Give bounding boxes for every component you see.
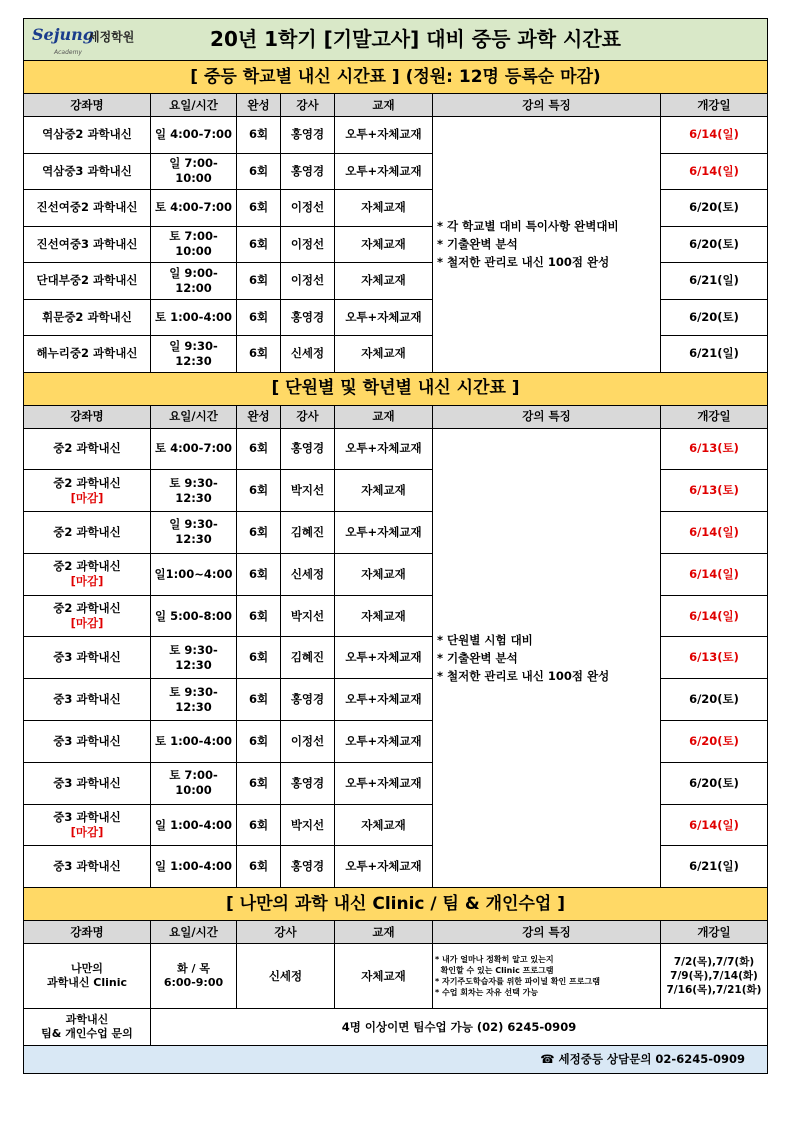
- col-header: 완성: [237, 94, 281, 117]
- table-row: [24, 117, 768, 154]
- start-date-cell: 6/13(토): [661, 470, 768, 512]
- start-date-cell: 6/14(일): [661, 512, 768, 554]
- teacher-cell: 이정선: [281, 263, 335, 300]
- course-name-cell: [24, 117, 151, 154]
- course-name: 중3 과학내신: [53, 810, 121, 825]
- course-name-cell: [24, 637, 151, 679]
- time-cell: 일 1:00-4:00: [151, 846, 237, 888]
- time-cell: 일 4:00-7:00: [151, 117, 237, 154]
- time-cell: 토 7:00-10:00: [151, 226, 237, 263]
- teacher-cell: 홍영경: [281, 153, 335, 190]
- section3-title: [ 나만의 과학 내신 Clinic / 팀 & 개인수업 ]: [24, 888, 768, 921]
- footer-row: [24, 1046, 768, 1074]
- course-name-cell: [24, 470, 151, 512]
- sessions-cell: 6회: [237, 804, 281, 846]
- time-cell: 토 7:00-10:00: [151, 762, 237, 804]
- book-cell: 자체교재: [335, 804, 433, 846]
- course-name: 중2 과학내신: [53, 559, 121, 574]
- start-date-cell: 6/13(토): [661, 637, 768, 679]
- book-cell: 오투+자체교재: [335, 637, 433, 679]
- book-cell: 자체교재: [335, 190, 433, 227]
- col-header: 교재: [335, 405, 433, 428]
- col-header: 강사: [281, 405, 335, 428]
- time-cell: 일 9:00-12:00: [151, 263, 237, 300]
- sessions-cell: 6회: [237, 153, 281, 190]
- feature-line: * 기출완벽 분석: [437, 650, 518, 665]
- section1-title: [ 중등 학교별 내신 시간표 ] (정원: 12명 등록순 마감): [24, 61, 768, 94]
- table-row: [24, 428, 768, 470]
- col-header: 강좌명: [24, 921, 151, 944]
- section2-body: [24, 428, 768, 888]
- course-name-cell: [24, 846, 151, 888]
- inquiry-label-line: 팀& 개인수업 문의: [41, 1027, 133, 1041]
- book-cell: 자체교재: [335, 336, 433, 373]
- course-name-cell: [24, 553, 151, 595]
- feature-line: * 각 학교별 대비 특이사항 완벽대비: [437, 219, 619, 234]
- course-name-cell: [24, 721, 151, 763]
- feature-line: * 단원별 시험 대비: [437, 632, 533, 647]
- col-header: 강의 특징: [433, 405, 661, 428]
- course-name: 역삼중3 과학내신: [42, 163, 132, 178]
- sessions-cell: 6회: [237, 512, 281, 554]
- closed-badge: [마감]: [70, 825, 104, 840]
- teacher-cell: 홍영경: [281, 299, 335, 336]
- clinic-date-line: 7/9(목),7/14(화): [670, 970, 758, 983]
- book-cell: 자체교재: [335, 553, 433, 595]
- sessions-cell: 6회: [237, 637, 281, 679]
- timetable: [23, 18, 768, 1074]
- course-name: 중2 과학내신: [53, 601, 121, 616]
- sejung-logo: [32, 25, 136, 55]
- course-name: 중3 과학내신: [53, 733, 121, 748]
- teacher-cell: 이정선: [281, 721, 335, 763]
- course-name-cell: [24, 153, 151, 190]
- start-date-cell: 6/14(일): [661, 804, 768, 846]
- col-header: 완성: [237, 405, 281, 428]
- time-cell: 일1:00~4:00: [151, 553, 237, 595]
- col-header: 요일/시간: [151, 405, 237, 428]
- col-header: 강의 특징: [433, 94, 661, 117]
- sessions-cell: 6회: [237, 299, 281, 336]
- course-name: 해누리중2 과학내신: [36, 346, 138, 361]
- features-cell: [433, 117, 661, 373]
- start-date-cell: 6/14(일): [661, 117, 768, 154]
- closed-badge: [마감]: [70, 574, 104, 589]
- clinic-book: 자체교재: [335, 944, 433, 1009]
- clinic-feature-line: * 내가 얼마나 정확히 알고 있는지: [435, 955, 554, 965]
- timetable-sheet: [23, 18, 767, 1074]
- col-header: 강좌명: [24, 405, 151, 428]
- feature-line: * 철저한 관리로 내신 100점 완성: [437, 668, 610, 683]
- book-cell: 오투+자체교재: [335, 299, 433, 336]
- time-cell: 일 9:30-12:30: [151, 336, 237, 373]
- clinic-date-line: 7/16(목),7/21(화): [666, 984, 762, 997]
- sessions-cell: 6회: [237, 679, 281, 721]
- clinic-course-line: 나만의: [71, 962, 103, 976]
- book-cell: 오투+자체교재: [335, 512, 433, 554]
- section2-title: [ 단원별 및 학년별 내신 시간표 ]: [24, 372, 768, 405]
- title-cell: [24, 19, 768, 61]
- footer-text: 세정중등 상담문의 02-6245-0909: [558, 1052, 745, 1067]
- logo-text-ko: 세정학원: [88, 30, 135, 44]
- sessions-cell: 6회: [237, 470, 281, 512]
- clinic-time: [151, 944, 237, 1009]
- col-header: 강사: [237, 921, 335, 944]
- clinic-feature-line: 확인할 수 있는 Clinic 프로그램: [435, 966, 554, 976]
- time-cell: 토 1:00-4:00: [151, 721, 237, 763]
- time-cell: 일 9:30-12:30: [151, 512, 237, 554]
- clinic-time-line: 6:00-9:00: [163, 976, 224, 990]
- time-cell: 토 9:30-12:30: [151, 637, 237, 679]
- course-name: 단대부중2 과학내신: [36, 273, 138, 288]
- sessions-cell: 6회: [237, 428, 281, 470]
- inquiry-label-line: 과학내신: [65, 1013, 109, 1027]
- book-cell: 오투+자체교재: [335, 721, 433, 763]
- col-header: 개강일: [661, 921, 768, 944]
- time-cell: 토 4:00-7:00: [151, 190, 237, 227]
- col-header: 강좌명: [24, 94, 151, 117]
- teacher-cell: 박지선: [281, 804, 335, 846]
- teacher-cell: 박지선: [281, 595, 335, 637]
- col-header: 강사: [281, 94, 335, 117]
- section1-body: [24, 117, 768, 373]
- course-name-cell: [24, 804, 151, 846]
- teacher-cell: 홍영경: [281, 846, 335, 888]
- clinic-feature-line: * 자기주도학습자를 위한 파이널 확인 프로그램: [435, 977, 600, 987]
- book-cell: 오투+자체교재: [335, 428, 433, 470]
- course-name-cell: [24, 762, 151, 804]
- teacher-cell: 홍영경: [281, 762, 335, 804]
- sessions-cell: 6회: [237, 190, 281, 227]
- course-name-cell: [24, 263, 151, 300]
- col-header: 교재: [335, 921, 433, 944]
- course-name-cell: [24, 428, 151, 470]
- course-name: 중3 과학내신: [53, 650, 121, 665]
- course-name: 중2 과학내신: [53, 524, 121, 539]
- start-date-cell: 6/20(토): [661, 721, 768, 763]
- closed-badge: [마감]: [70, 490, 104, 505]
- section1-header-row: [24, 94, 768, 117]
- teacher-cell: 박지선: [281, 470, 335, 512]
- clinic-dates: [661, 944, 768, 1009]
- col-header: 개강일: [661, 405, 768, 428]
- sessions-cell: 6회: [237, 595, 281, 637]
- course-name: 중3 과학내신: [53, 775, 121, 790]
- course-name-cell: [24, 190, 151, 227]
- book-cell: 오투+자체교재: [335, 679, 433, 721]
- logo-text-en: Sejung: [32, 25, 94, 44]
- col-header: 요일/시간: [151, 921, 237, 944]
- feature-line: * 철저한 관리로 내신 100점 완성: [437, 255, 610, 270]
- col-header: 개강일: [661, 94, 768, 117]
- page-title: 20년 1학기 [기말고사] 대비 중등 과학 시간표: [210, 27, 621, 51]
- feature-line: * 기출완벽 분석: [437, 237, 518, 252]
- teacher-cell: 김혜진: [281, 637, 335, 679]
- section2-header-row: [24, 405, 768, 428]
- sessions-cell: 6회: [237, 336, 281, 373]
- course-name-cell: [24, 679, 151, 721]
- teacher-cell: 김혜진: [281, 512, 335, 554]
- start-date-cell: 6/20(토): [661, 299, 768, 336]
- teacher-cell: 홍영경: [281, 117, 335, 154]
- course-name: 중3 과학내신: [53, 859, 121, 874]
- course-name-cell: [24, 226, 151, 263]
- time-cell: 토 4:00-7:00: [151, 428, 237, 470]
- teacher-cell: 홍영경: [281, 679, 335, 721]
- course-name: 중3 과학내신: [53, 692, 121, 707]
- course-name: 진선여중2 과학내신: [36, 200, 138, 215]
- sessions-cell: 6회: [237, 553, 281, 595]
- sessions-cell: 6회: [237, 117, 281, 154]
- time-cell: 토 1:00-4:00: [151, 299, 237, 336]
- clinic-teacher: 신세정: [237, 944, 335, 1009]
- footer-cell: [24, 1046, 768, 1074]
- book-cell: 오투+자체교재: [335, 117, 433, 154]
- book-cell: 오투+자체교재: [335, 846, 433, 888]
- book-cell: 오투+자체교재: [335, 153, 433, 190]
- teacher-cell: 신세정: [281, 553, 335, 595]
- logo-subtext: Academy: [54, 49, 82, 56]
- course-name-cell: [24, 299, 151, 336]
- start-date-cell: 6/20(토): [661, 190, 768, 227]
- book-cell: 자체교재: [335, 595, 433, 637]
- sessions-cell: 6회: [237, 226, 281, 263]
- time-cell: 일 1:00-4:00: [151, 804, 237, 846]
- sessions-cell: 6회: [237, 263, 281, 300]
- sessions-cell: 6회: [237, 846, 281, 888]
- book-cell: 자체교재: [335, 470, 433, 512]
- phone-icon: ☎: [540, 1052, 555, 1067]
- inquiry-label: [24, 1009, 151, 1046]
- inquiry-row: [24, 1009, 768, 1046]
- book-cell: 자체교재: [335, 226, 433, 263]
- time-cell: 일 5:00-8:00: [151, 595, 237, 637]
- col-header: 교재: [335, 94, 433, 117]
- course-name-cell: [24, 595, 151, 637]
- clinic-date-line: 7/2(목),7/7(화): [673, 956, 755, 969]
- start-date-cell: 6/20(토): [661, 226, 768, 263]
- start-date-cell: 6/20(토): [661, 762, 768, 804]
- clinic-course: [24, 944, 151, 1009]
- teacher-cell: 이정선: [281, 190, 335, 227]
- time-cell: 토 9:30-12:30: [151, 470, 237, 512]
- start-date-cell: 6/14(일): [661, 553, 768, 595]
- clinic-features: [433, 944, 661, 1009]
- time-cell: 토 9:30-12:30: [151, 679, 237, 721]
- start-date-cell: 6/21(일): [661, 263, 768, 300]
- time-cell: 일 7:00-10:00: [151, 153, 237, 190]
- clinic-row: [24, 944, 768, 1009]
- course-name: 역삼중2 과학내신: [42, 127, 132, 142]
- start-date-cell: 6/13(토): [661, 428, 768, 470]
- section3-header-row: [24, 921, 768, 944]
- course-name-cell: [24, 336, 151, 373]
- closed-badge: [마감]: [70, 616, 104, 631]
- teacher-cell: 홍영경: [281, 428, 335, 470]
- book-cell: 자체교재: [335, 263, 433, 300]
- sessions-cell: 6회: [237, 762, 281, 804]
- clinic-time-line: 화 / 목: [177, 962, 210, 976]
- course-name: 진선여중3 과학내신: [36, 236, 138, 251]
- course-name-cell: [24, 512, 151, 554]
- course-name: 중2 과학내신: [53, 475, 121, 490]
- sessions-cell: 6회: [237, 721, 281, 763]
- course-name: 휘문중2 과학내신: [42, 309, 132, 324]
- start-date-cell: 6/20(토): [661, 679, 768, 721]
- book-cell: 오투+자체교재: [335, 762, 433, 804]
- start-date-cell: 6/14(일): [661, 153, 768, 190]
- features-cell: [433, 428, 661, 888]
- teacher-cell: 이정선: [281, 226, 335, 263]
- clinic-course-line: 과학내신 Clinic: [46, 976, 128, 990]
- start-date-cell: 6/21(일): [661, 846, 768, 888]
- start-date-cell: 6/21(일): [661, 336, 768, 373]
- col-header: 강의 특징: [433, 921, 661, 944]
- clinic-feature-line: * 수업 회차는 자유 선택 가능: [435, 988, 539, 998]
- teacher-cell: 신세정: [281, 336, 335, 373]
- col-header: 요일/시간: [151, 94, 237, 117]
- start-date-cell: 6/14(일): [661, 595, 768, 637]
- inquiry-text: 4명 이상이면 팀수업 가능 (02) 6245-0909: [151, 1009, 768, 1046]
- course-name: 중2 과학내신: [53, 441, 121, 456]
